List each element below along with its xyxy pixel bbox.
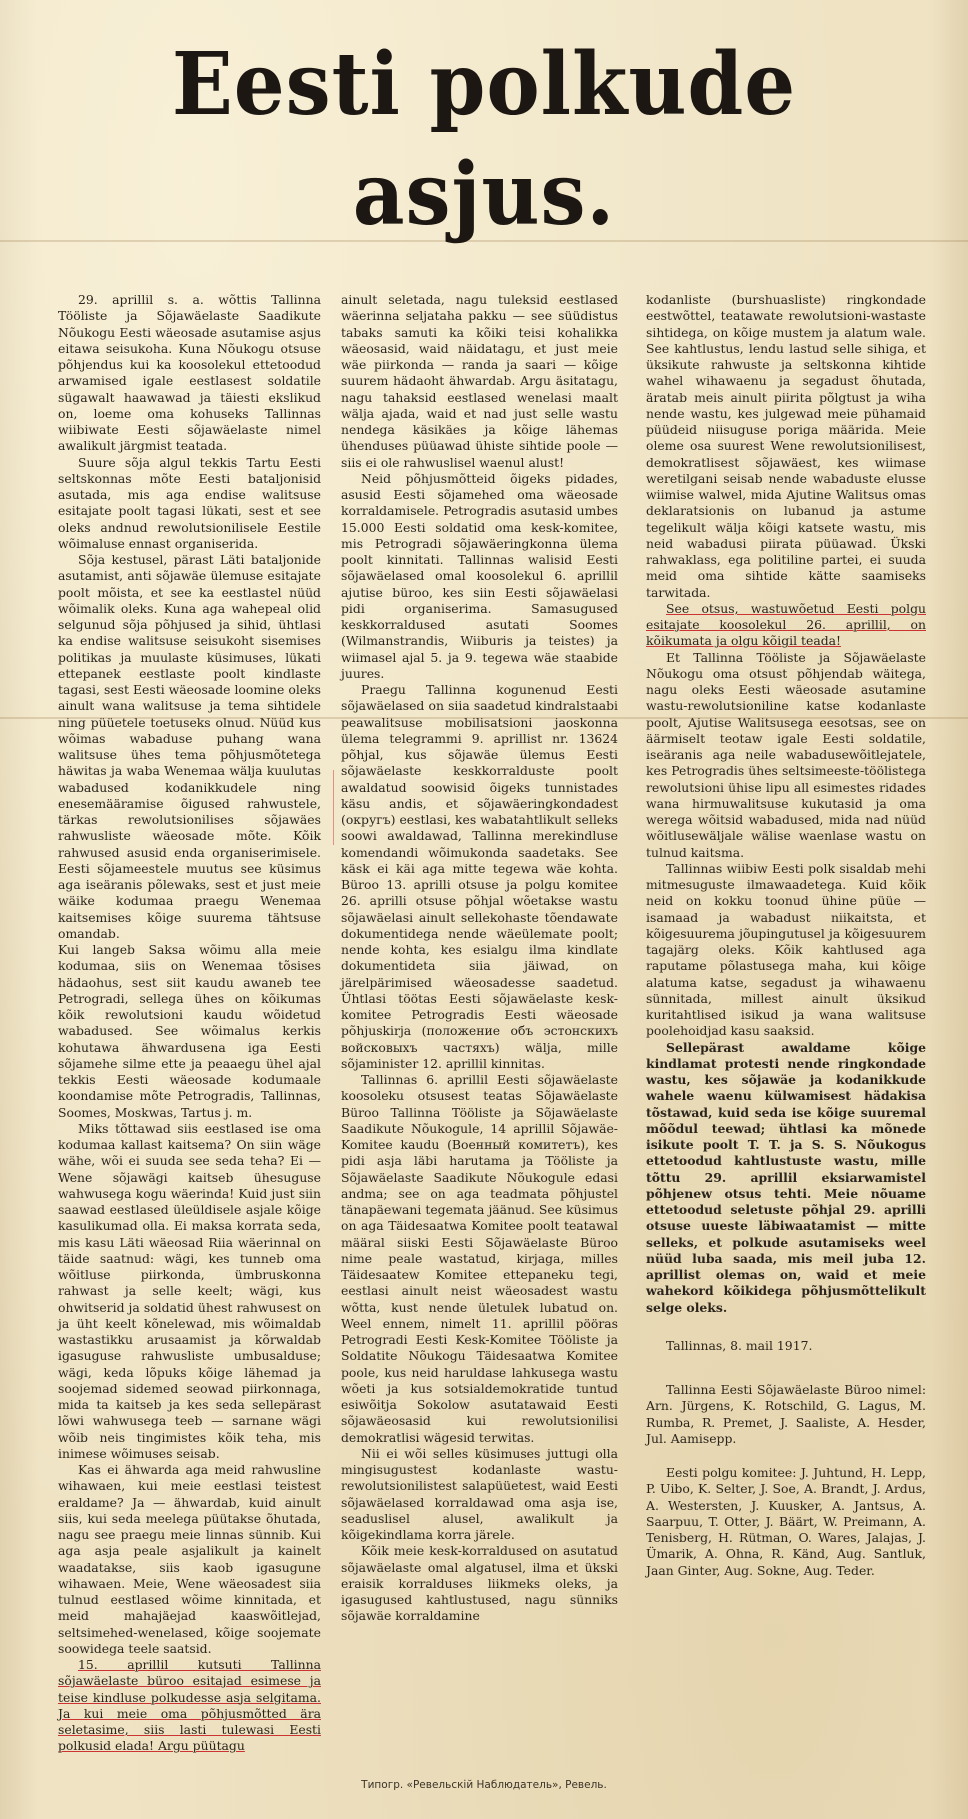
paragraph: Neid põhjusmõtteid õigeks pidades, asusid Eesti sõjamehed oma wäeosade korraldamisele. Petrogradis asutasid umbes 15.000 Eesti soldatid oma kesk-komitee, mis Petrogradi sõjawäeringkonna ülema poolt kinnitati. Tallinnas walisid Eesti sõjawäelased omal koosolekul 6. aprillil ajutise büroo, kes siin Eesti sõjawäelasi pidi organiserima. Samasugused keskkorraldused asutati Soomes (Wilmanstrandis, Wiiburis ja teistes) ja wiimasel ajal 5. ja 9. tegewa wäe staabide juures. — [341, 470, 618, 681]
paragraph: 29. aprillil s. a. wõttis Tallinna Tööliste ja Sõjawäelaste Saadikute Nõukogu Eesti wäeosade asutamise asjus eitawa seisukoha. Kuna Nõukogu otsuse põhjendus kui ka koosolekul ettetoodud arwamised igale eestlasest soldatile sügawalt haawawad ja täiesti ekslikud on, loeme oma kohuseks Tallinnas wiibiwate Eesti sõjawäelaste nimel awalikult järgmist teatada. — [58, 292, 321, 454]
paragraph: Kas ei ähwarda aga meid rahwusline wihawaen, kui meie eestlasi teistest eraldame? Ja — ähwardab, kuid ainult siis, kui seda meelega püütakse õhutada, nagu see praegu meie linnas sünnib. Kui aga asja peale asjalikult ja kainelt waadatakse, siis kaob igasugune wihawaen. Meie, Wene wäeosadest siia tulnud eestlased wõime kinnitada, et meid mahajäejad kaaswõitlejad, seltsimehed-wenelased, kõige soojemate soowidega teele saatsid. — [58, 1462, 321, 1656]
paragraph: Kõik meie kesk-korraldused on asutatud sõjawäelaste omal algatusel, ilma et ükski eraisik korralduses liikmeks oleks, ja igasugused kahtlustused, nagu sünniks sõjawäe korraldamine — [341, 1543, 618, 1624]
column-1 — [58, 292, 321, 1755]
column-3 — [646, 292, 926, 1579]
paragraph: Miks tõttawad siis eestlased ise oma kodumaa kallast kaitsema? On siin wäge wähe, wõi ei suuda see seda teha? Ei — Wene sõjawägi kaitseb ühesuguse wahwusega kogu wäerinda! Kuid just siin saawad eestlased üleüldisele asjale kõige kasulikumad olla. Ei maksa korrata seda, mis kasu Läti wäeosad Riia wäerinnal on täide saatnud: wägi, kes tunneb oma wõitluse piirkonda, ümbruskonna rahwast ja selle keelt; wägi, kus ohwitserid ja soldatid ühest rahwusest on ja üht keelt kõnelewad, mis wõimaldab wastastikku arusaamist ja kõrwaldab igasuguse rahwusliste umbusalduse; wägi, keda lõpuks kõige lähemad ja soojemad sidemed seowad piirkonnaga, mida ta kaitseb ja kes seda sellepärast lõwi wahwusega teeb — sarnane wägi wõib neis tingimistes kõik teha, mis inimese wõimuses seisab. — [58, 1120, 321, 1461]
paragraph: Nii ei wõi selles küsimuses juttugi olla mingisugustest kodanlaste wastu-rewolutsionilistest salapüüetest, waid Eesti sõjawäelased korraldawad oma asja ise, seaduslisel alusel, awalikult ja kõigekindlama korra järele. — [341, 1445, 618, 1542]
paragraph-underlined: See otsus, wastuwõetud Eesti polgu esitajate koosolekul 26. aprillil, on kõikumata ja olgu kõigil teada! — [646, 600, 926, 649]
column-2 — [341, 292, 618, 1625]
paragraph: Sõja kestusel, pärast Läti bataljonide asutamist, anti sõjawäe ülemuse esitajate poolt mõista, et see ka eestlastel nüüd wõimalik oleks. Kuna aga wahepeal olid selgunud sõja põhjused ja sihid, ühtlasi ka endise walitsuse seisukoht sisemises politikas ja muulaste küsimuses, lükati ettepanek eestlaste poolt kindlaste tagasi, sest Eesti wäeosade loomine oleks ainult wana walitsuse ja tema sihtidele ning püüetele toetuseks olnud. Nüüd kus wõimas wabaduse puhang wana walitsuse ühes tema põhjusmõtetega häwitas ja waba Wenemaa wälja kuulutas wabadused kodanikkudele ning enesemääramise õigused rahwustele, tärkas rewolutsionilises sõjawäes rahwusliste wäeosade mõte. Kõik rahwused asusid enda organiserimisele. Eesti sõjameestele muutus see küsimus aga iseäranis põlewaks, sest et just meie wäike kodumaa praegu Wenemaa kaitsemises kõige suurema tähtsuse omandab. — [58, 552, 321, 941]
paragraph: ainult seletada, nagu tuleksid eestlased wäerinna seljataha pakku — see süüdistus tabaks samuti ka kõiki teisi kohalikka wäeosasid, waid näidatagu, et just meie wäe piirkonda — randa ja saari — kõige suurem hädaoht ähwardab. Argu äsitatagu, nagu tahaksid eestlased wenelasi maalt wälja ajada, waid et nad just selle wastu nendega käsikäes ja kõige lähemas ühenduses püüawad ühiste sihtide poole — siis ei ole rahwuslisel waenul alust! — [341, 292, 618, 470]
paragraph: Tallinnas 6. aprillil Eesti sõjawäelaste koosoleku otsusest teatas Sõjawäelaste Büroo Tallinna Tööliste ja Sõjawäelaste Saadikute Nõukogule, 14 aprillil Sõjawäe-Komitee kaudu (Военный комитетъ), kes pidi asja läbi harutama ja Tööliste ja Sõjawäelaste Saadikute Nõukogule edasi andma; see on aga teadmata põhjustel tänapäewani tegemata jäänud. See küsimus on aga Täidesaatwa Komitee poolt teatawal määral siiski Eesti Sõjawäelaste Büroo nime peale wastatud, kirjaga, milles Täidesaatew Komitee ettepaneku tegi, eestlasi ainult neist wäeosadest wastu wõtta, kust nende ületulek lubatud on. Weel ennem, nimelt 11. aprillil pööras Petrogradi Eesti Kesk-Komitee Tööliste ja Soldatite Nõukogu Täidesaatwa Komitee poole, kus neid haruldase lahkusega wastu wõeti ja kus sotsialdemokratide tuntud esiwõitja Sokolow asutatawaid Eesti sõjawäeosasid kui rewolutsionilisi demokratlisi wägesid terwitas. — [341, 1072, 618, 1445]
paragraph-underlined: 15. aprillil kutsuti Tallinna sõjawäelaste büroo esitajad esimese ja teise kindluse polkudesse asja selgitama. Ja kui meie oma põhjusmõtted ära seletasime, siis lasti tulewasi Eesti polkusid elada! Argu püütagu — [58, 1657, 321, 1754]
paragraph: Et Tallinna Tööliste ja Sõjawäelaste Nõukogu oma otsust põhjendab wäitega, nagu oleks Eesti wäeosade asutamine wastu-rewolutsioniline katse kodanlaste poolt, Ajutise Walitsusega eesotsas, see on äärmiselt teotaw igale Eesti soldatile, iseäranis aga neile wabadusewõitlejatele, kes Petrogradis ühes seltsimeeste-töölistega rewolutsioni ühise lipu all esimestes ridades wana hirmuwalitsuse kukutasid ja oma werega wõitsid wabadused, mida nad nüüd wõitlusewäljale wälise waenlase wastu on tulnud kaitsma. — [646, 649, 926, 860]
paragraph: Sellepärast awaldame kõige kindlamat protesti nende ringkondade wastu, kes sõjawäe ja kodanikkude wahele waenu külwamisest hädakisa tõstawad, kuid seda ise kõige suuremal mõõdul teewad; ühtlasi ka mõnede isikute poolt T. T. ja S. S. Nõukogus ettetoodud kahtlustuste wastu, mille tõttu 29. aprillil eksiarwamistel põhjenew otsus tehti. Meie nõuame ettetoodud seletuste põhjal 29. aprilli otsuse uueste läbiwaatamist — mitte selleks, et polkude asutamiseks weel nüüd luba saada, mis meil juba 12. aprillist olemas on, waid et meie wahekord kõikidega põhjusmõttelikult selge oleks. — [646, 1039, 926, 1315]
paragraph: Tallinnas wiibiw Eesti polk sisaldab mehi mitmesuguste ilmawaadetega. Kuid kõik neid on kokku toonud ühine püüe — isamaad ja wabadust niikaitsta, et kõigesuurema jõupingutusel ja kõigesuurem tagajärg oleks. Kõik kahtlused aga raputame põlastusega maha, kui kõige alatuma katse, segadust ja wihawaenu sünnitada, millest ainult üksikud kuritahtlised isikud ja wana walitsuse poolehoidjad kasu saaksid. — [646, 860, 926, 1039]
columns — [0, 292, 968, 1755]
signatures-bureau: Tallinna Eesti Sõjawäelaste Büroo nimel: Arn. Jürgens, K. Rotschild, G. Lagus, M. Rumba, R. Premet, J. Saaliste, A. Hesder, Jul. Aamisepp. — [646, 1382, 926, 1446]
headline: Eesti polkude asjus. — [171, 34, 797, 245]
printer-imprint: Типогр. «Ревельскій Наблюдатель», Ревель. — [361, 1778, 607, 1791]
paragraph: Suure sõja algul tekkis Tartu Eesti seltskonnas mõte Eesti bataljonisid asutada, mis aga endise walitsuse esitajate poolt tagasi lükati, sest et see oleks andnud rewolutsionilisele Eestile wõimaluse ennast organiserida. — [58, 454, 321, 551]
paragraph: Kui langeb Saksa wõimu alla meie kodumaa, siis on Wenemaa tõsises hädaohus, sest siit kaudu awaneb tee Petrogradi, sellega ühes on kõikumas kõik rewolutsioni kaudu wõidetud wabadused. See wõimalus kerkis kohutawa ähwardusena iga Eesti sõjamehe silme ette ja peaaegu ühel ajal tekkis Eesti wäeosade kodumaale koondamise mõte Petrogradis, Tallinnas, Soomes, Moskwas, Tartus j. m. — [58, 942, 321, 1120]
dateline: Tallinnas, 8. mail 1917. — [666, 1337, 813, 1353]
paragraph: kodanliste (burshuasliste) ringkondade eestwõttel, teatawate rewolutsioni-wastaste sihtidega, on kõige mustem ja alatum wale. See kahtlustus, lendu lastud selle sihiga, et üksikute rahwuste ja seltskonna kihtide wahel wihawaenu ja segadust õhutada, äratab meis ainult piirita põlgtust ja wiha nende wastu, kes julgewad meie pühamaid püüdeid niisuguse poriga määrida. Meie oleme osa suurest Wene rewolutsionilisest, demokratlisest sõjawäest, kes wiimase weretilgani seisab nende wabaduste elusse wiimise walwel, mida Ajutine Walitsus omas deklaratsionis on lubanud ja astume tegelikult wälja kõigi katsete wastu, mis neid wabadusi piirata püüawad. Ükski rahwaklass, ega politiline partei, ei suuda meid oma sihtide kätte saamiseks tarwitada. — [646, 292, 926, 600]
paragraph: Praegu Tallinna kogunenud Eesti sõjawäelased on siia saadetud kindralstaabi peawalitsuse mobilisatsioni jaoskonna ülema telegrammi 9. aprillist nr. 13624 põhjal, kus sõjawäe ülemus Eesti sõjawäelaste keskkorralduste poolt awaldatud soowisid õigeks tunnistades käsu andis, et sõjawäeringkondadest (округъ) eestlasi, kes wabatahtlikult selleks soowi awaldawad, Tallinna merekindluse komendandi wõimukonda saadetaks. See käsk ei käi aga mitte tegewa wäe kohta. Büroo 13. aprilli otsuse ja polgu komitee 26. aprilli otsuse põhjal wõetakse wastu sõjawäelasi ainult sellekohaste tõendawate dokumentidega nende wäeülemate poolt; nende kohta, kes esialgu ilma kindlate dokumentideta siia jäiwad, on järelpärimised wäeosadesse saadetud. Ühtlasi töötas Eesti sõjawäelaste kesk-komitee Petrogradis Eesti wäeosade põhjuskirja (положение объ эстонскихъ войсковыхъ частяхъ) wälja, mille sõjaminister 12. aprillil kinnitas. — [341, 682, 618, 1071]
margin-pencil-mark — [333, 770, 334, 845]
signatures-committee: Eesti polgu komitee: J. Juhtund, H. Lepp, P. Uibo, K. Selter, J. Soe, A. Brandt, J. Ardus, A. Westersten, J. Kuusker, A. Jantsus, A. Saarpuu, T. Otter, J. Bäärt, W. Preimann, A. Tenisberg, H. Rütman, O. Wares, Jalajas, J. Ümarik, A. Ohna, R. Känd, Aug. Santluk, Jaan Ginter, Aug. Sokne, Aug. Teder. — [646, 1465, 926, 1578]
